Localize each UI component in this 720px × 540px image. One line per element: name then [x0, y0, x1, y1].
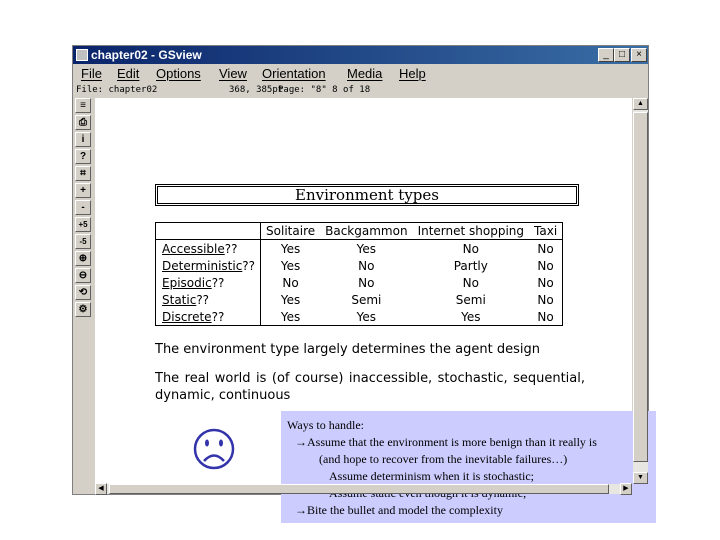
property-name: Discrete — [162, 309, 212, 324]
table-cell: Yes — [356, 241, 377, 256]
handling-note — [281, 411, 656, 523]
table-cell: Yes — [356, 309, 377, 324]
open-icon[interactable]: ≡ — [75, 98, 91, 113]
property-suffix: ?? — [211, 275, 225, 290]
table-cell: No — [358, 275, 375, 290]
property-suffix: ?? — [224, 241, 238, 256]
column-header: Internet shopping — [413, 223, 529, 240]
menu-bar — [73, 64, 648, 84]
vertical-scroll-thumb[interactable] — [633, 112, 648, 462]
prev-5-icon[interactable]: -5 — [75, 234, 91, 249]
magnify-minus-icon[interactable]: ⊖ — [75, 268, 91, 283]
column-header: Solitaire — [261, 223, 321, 240]
row-label — [156, 308, 261, 326]
property-suffix: ?? — [196, 292, 210, 307]
row-label — [156, 291, 261, 308]
zoom-in-icon[interactable]: + — [75, 183, 91, 198]
status-coords: 368, 385pt — [229, 85, 284, 95]
property-name: Accessible — [162, 241, 225, 256]
minimize-button[interactable]: _ — [598, 48, 614, 62]
statement-text: The environment type largely determines the agent design — [155, 342, 540, 357]
window-title: chapter02 - GSview — [91, 48, 202, 62]
table-cell: No — [537, 258, 554, 273]
table-row — [156, 274, 563, 291]
next-5-icon[interactable]: +5 — [75, 217, 91, 232]
sad-face-icon — [193, 428, 235, 470]
menu-file[interactable]: File — [81, 66, 102, 81]
horizontal-scroll-thumb[interactable] — [109, 484, 609, 494]
table-cell: Yes — [461, 309, 481, 324]
scroll-left-icon[interactable]: ◀ — [95, 483, 107, 495]
property-name: Deterministic — [162, 258, 243, 273]
scroll-up-icon[interactable]: ▲ — [633, 98, 648, 110]
table-cell: Partly — [453, 258, 488, 273]
table-corner-cell — [156, 223, 261, 240]
magnify-icon[interactable]: ⊕ — [75, 251, 91, 266]
note-heading: Ways to handle: — [287, 418, 365, 432]
row-label — [156, 274, 261, 291]
table-cell: No — [537, 275, 554, 290]
table-cell: Semi — [351, 292, 382, 307]
print-icon[interactable]: ⎙ — [75, 115, 91, 130]
table-cell: No — [358, 258, 375, 273]
table-cell: No — [261, 274, 321, 291]
table-cell: No — [537, 292, 554, 307]
rotate-icon[interactable]: ⟲ — [75, 285, 91, 300]
table-row — [156, 257, 563, 274]
row-label — [156, 240, 261, 258]
property-suffix: ?? — [211, 309, 225, 324]
table-cell: Yes — [261, 240, 321, 258]
table-cell: Yes — [261, 308, 321, 326]
close-button[interactable]: × — [631, 48, 647, 62]
table-header-row — [156, 223, 563, 240]
status-file: File: chapter02 — [76, 85, 158, 95]
table-row — [156, 291, 563, 308]
table-cell: Yes — [261, 257, 321, 274]
app-icon — [76, 49, 88, 61]
info-icon[interactable]: i — [75, 132, 91, 147]
table-row — [156, 240, 563, 258]
menu-options[interactable]: Options — [156, 66, 201, 81]
left-toolbar — [73, 98, 93, 478]
document-view[interactable] — [95, 98, 632, 517]
scroll-right-icon[interactable]: ▶ — [620, 483, 632, 495]
note-line: Assume determinism when it is stochastic; — [329, 469, 534, 483]
horizontal-scrollbar[interactable] — [95, 484, 632, 494]
note-line: →Assume that the environment is more benign than it really is — [295, 435, 597, 449]
scroll-down-icon[interactable]: ▼ — [633, 472, 648, 484]
table-cell: Yes — [261, 291, 321, 308]
slide-title — [155, 184, 579, 206]
menu-view[interactable]: View — [219, 66, 247, 81]
table-row — [156, 308, 563, 326]
help-icon[interactable]: ? — [75, 149, 91, 164]
status-page: Page: "8" 8 of 18 — [278, 85, 371, 95]
table-cell: No — [537, 309, 554, 324]
property-suffix: ?? — [242, 258, 256, 273]
column-header: Taxi — [529, 223, 563, 240]
menu-edit[interactable]: Edit — [117, 66, 140, 81]
note-line: →Bite the bullet and model the complexity — [295, 503, 503, 517]
menu-help[interactable]: Help — [399, 66, 426, 81]
environment-table — [155, 222, 563, 326]
title-bar[interactable] — [73, 46, 648, 64]
table-cell: No — [462, 275, 479, 290]
table-cell: No — [537, 241, 554, 256]
row-label — [156, 257, 261, 274]
column-header: Backgammon — [320, 223, 412, 240]
settings-icon[interactable]: ⚙ — [75, 302, 91, 317]
menu-media[interactable]: Media — [347, 66, 383, 81]
gsview-window — [72, 45, 649, 517]
vertical-scrollbar[interactable] — [633, 98, 648, 484]
paragraph-text: The real world is (of course) inaccessible, stochastic, sequential, dynamic, continuous — [155, 371, 585, 403]
table-cell: Semi — [455, 292, 486, 307]
goto-page-icon[interactable]: ⌗ — [75, 166, 91, 181]
table-cell: No — [462, 241, 479, 256]
property-name: Static — [162, 292, 197, 307]
property-name: Episodic — [162, 275, 212, 290]
zoom-out-icon[interactable]: - — [75, 200, 91, 215]
status-bar — [73, 84, 648, 98]
maximize-button[interactable]: □ — [614, 48, 630, 62]
note-line: (and hope to recover from the inevitable failures…) — [319, 452, 568, 466]
menu-orientation[interactable]: Orientation — [262, 66, 326, 81]
slide-title-text: Environment types — [295, 186, 439, 204]
